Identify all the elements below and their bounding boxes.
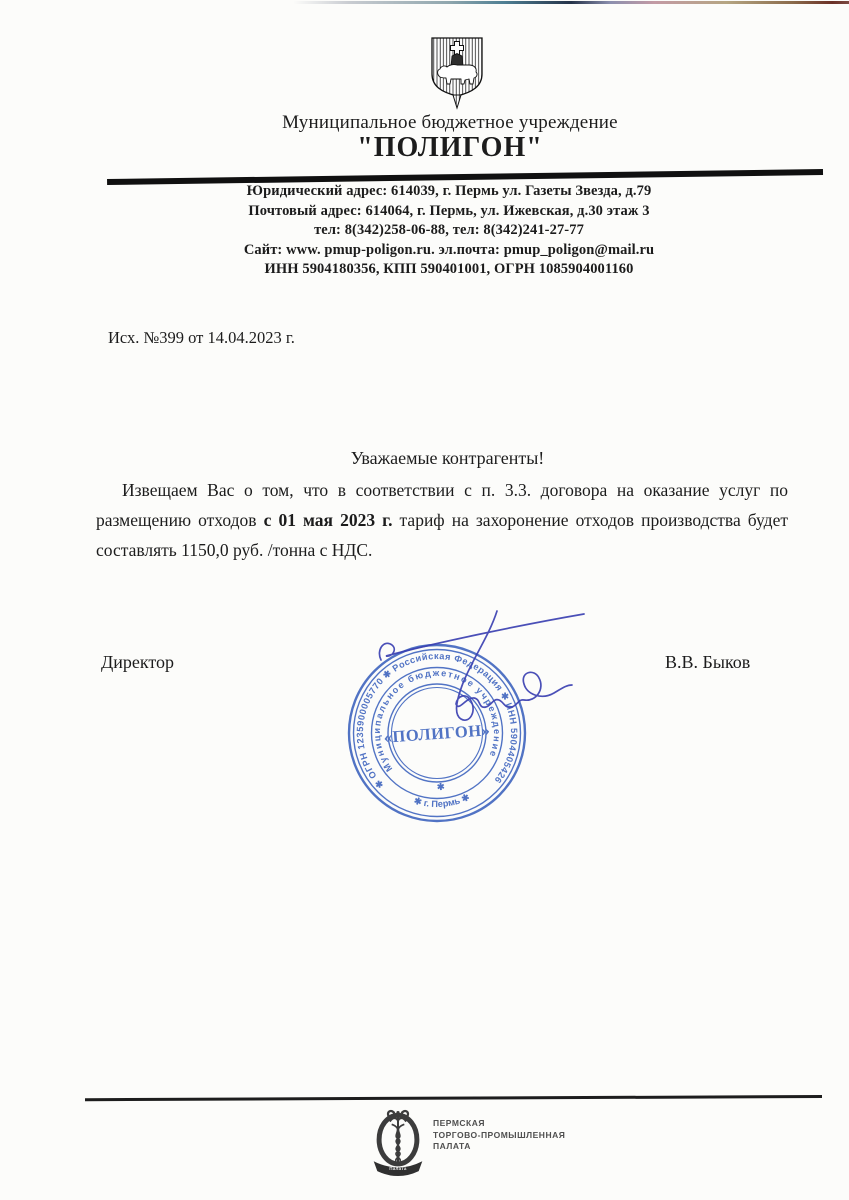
svg-text:✱	[437, 782, 446, 793]
body-paragraph-line-1: Извещаем Вас о том, что в соответствии с п. 3.3. договора на оказание услуг по	[122, 480, 788, 500]
signer-title: Директор	[101, 652, 175, 672]
chamber-name-line: ТОРГОВО-ПРОМЫШЛЕННАЯ	[433, 1129, 566, 1140]
address-block	[125, 182, 773, 280]
postal-address-line: Почтовый адрес: 614064, г. Пермь, ул. Ижевская, д.30 этаж 3	[248, 202, 650, 219]
handwritten-signature	[360, 598, 600, 738]
scan-artifact-strip	[293, 1, 849, 4]
body-paragraph-line-3: составлять 1150,0 руб. /тонна с НДС.	[96, 540, 373, 560]
chamber-name-line: ПАЛАТА	[433, 1141, 471, 1151]
caduceus-orb	[396, 1111, 399, 1114]
shield-point	[453, 95, 461, 108]
org-name-title: "ПОЛИГОН"	[357, 132, 543, 163]
chamber-of-commerce-emblem	[371, 1107, 425, 1183]
site-email-line: Сайт: www. pmup-poligon.ru. эл.почта: pmup_poligon@mail.ru	[243, 241, 655, 258]
chamber-name-line: ПЕРМСКАЯ	[433, 1118, 485, 1128]
legal-address-line: Юридический адрес: 614039, г. Пермь ул. Газеты Звезда, д.79	[246, 183, 652, 199]
body-paragraph-line-2	[96, 508, 788, 532]
signer-name: В.В. Быков	[665, 652, 751, 672]
gospel-book	[451, 54, 463, 67]
salutation: Уважаемые контрагенты!	[350, 448, 545, 468]
chamber-name-block	[433, 1118, 565, 1153]
phone-line: тел: 8(342)258-06-88, тел: 8(342)241-27-77	[314, 222, 584, 238]
stamp-inner-star: ✱	[436, 781, 445, 793]
stamp-outer-ring-text: ✱ ОГРН 1235900005770 ✱ Российская Федерация ✱ ИНН 5904405426	[354, 650, 520, 791]
emblem-ribbon-text: Палата	[389, 1166, 407, 1172]
inn-kpp-ogrn-line: ИНН 5904180356, КПП 590401001, ОГРН 1085904001160	[264, 261, 634, 277]
org-type-line: Муниципальное бюджетное учреждение	[282, 112, 618, 133]
body-line2-post: тариф на захоронение отходов производства будет	[392, 510, 788, 530]
perm-coat-of-arms	[429, 36, 485, 110]
stamp-inner-ring-text: Муниципальное бюджетное учреждение	[371, 667, 503, 774]
stamp-city-text: ✱ г. Пермь ✱	[412, 791, 472, 810]
footer-rule	[85, 1095, 822, 1101]
tariff-date-bold: с 01 мая 2023 г.	[263, 510, 393, 530]
stamp-center-name: «ПОЛИГОН»	[383, 720, 491, 747]
body-line2-pre: размещению отходов	[96, 510, 264, 530]
outgoing-reference: Исх. №399 от 14.04.2023 г.	[108, 328, 295, 347]
svg-text:✱ г. Пермь ✱	[412, 792, 472, 811]
